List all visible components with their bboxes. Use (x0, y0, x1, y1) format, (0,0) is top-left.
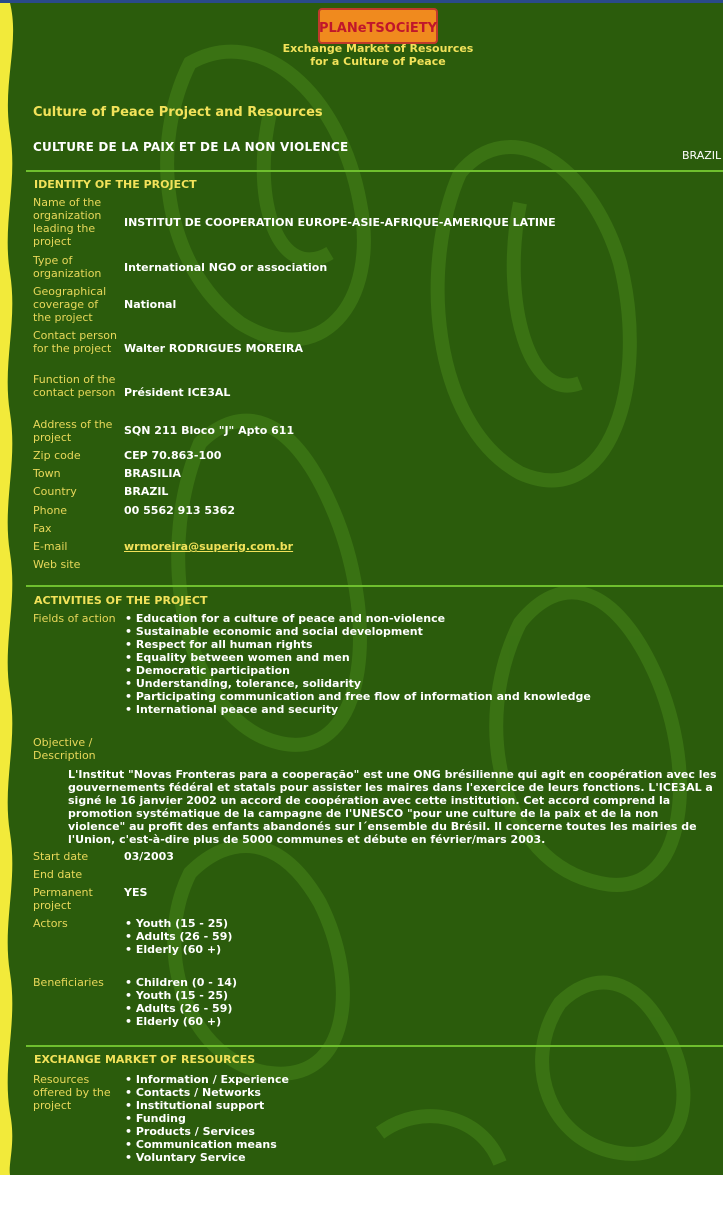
label-contact: Contact person for the project (33, 329, 117, 355)
list-item: • Contacts / Networks (125, 1086, 289, 1099)
list-item: • Youth (15 - 25) (125, 917, 232, 930)
list-item: • Adults (26 - 59) (125, 1002, 237, 1015)
divider (26, 585, 723, 587)
value-town: BRASILIA (124, 467, 181, 480)
tagline-line2: for a Culture of Peace (310, 55, 446, 68)
activities-heading: ACTIVITIES OF THE PROJECT (34, 594, 208, 607)
list-item: • Elderly (60 +) (125, 1015, 237, 1028)
list-item: • Understanding, tolerance, solidarity (125, 677, 591, 690)
list-item: • Voluntary Service (125, 1151, 289, 1164)
logo-text: PLANeTSOCiETY (318, 21, 438, 36)
divider (26, 170, 723, 172)
label-town: Town (33, 467, 61, 480)
label-permanent: Permanent project (33, 886, 93, 912)
identity-heading: IDENTITY OF THE PROJECT (34, 178, 197, 191)
label-country: Country (33, 485, 77, 498)
value-permanent: YES (124, 886, 148, 899)
fields-of-action-list (125, 612, 591, 716)
divider (26, 1045, 723, 1047)
label-resources: Resources offered by the project (33, 1073, 111, 1112)
label-address: Address of the project (33, 418, 113, 444)
list-item: • Elderly (60 +) (125, 943, 232, 956)
list-item: • Communication means (125, 1138, 289, 1151)
objective-description: L'Institut "Novas Fronteras para a cooperação" est une ONG brésilienne qui agit en coopération avec les gouvernements fédéral et statals pour assister les maires dans l'exercice de leurs fonctions. L'ICE3AL a signé le 16 janvier 2002 un accord de coopération avec cette institution. Cet accord comprend la promotion systématique de la campagne de l'UNESCO "pour une culture de la paix et de la non violence" au profit des enfants abandonés sur l´ensemble du Brésil. Il concerne toutes les mairies de l'Union, c'est-à-dire plus de 5000 communes et débute en février/mars 2003. (68, 768, 717, 846)
value-email (124, 540, 293, 553)
list-item: • Equality between women and men (125, 651, 591, 664)
value-country: BRAZIL (124, 485, 169, 498)
value-coverage: National (124, 298, 177, 311)
list-item: • Adults (26 - 59) (125, 930, 232, 943)
label-website: Web site (33, 558, 81, 571)
value-organization: INSTITUT DE COOPERATION EUROPE-ASIE-AFRIQUE-AMERIQUE LATINE (124, 216, 556, 229)
beneficiaries-list (125, 976, 237, 1028)
list-item: • Funding (125, 1112, 289, 1125)
list-item: • Children (0 - 14) (125, 976, 237, 989)
label-email: E-mail (33, 540, 68, 553)
country-tag: BRAZIL (682, 149, 722, 162)
label-objective: Objective / Description (33, 736, 96, 762)
value-contact: Walter RODRIGUES MOREIRA (124, 342, 304, 355)
wavy-left-border (0, 3, 20, 1175)
actors-list (125, 917, 232, 956)
label-phone: Phone (33, 504, 68, 517)
resources-list (125, 1073, 289, 1164)
label-beneficiaries: Beneficiaries (33, 976, 104, 989)
exchange-heading: EXCHANGE MARKET OF RESOURCES (34, 1053, 256, 1066)
label-type: Type of organization (33, 254, 102, 280)
list-item: • Respect for all human rights (125, 638, 591, 651)
list-item: • Products / Services (125, 1125, 289, 1138)
list-item: • Democratic participation (125, 664, 591, 677)
value-address: SQN 211 Bloco "J" Apto 611 (124, 424, 295, 437)
label-function: Function of the contact person (33, 373, 116, 399)
list-item: • International peace and security (125, 703, 591, 716)
list-item: • Youth (15 - 25) (125, 989, 237, 1002)
label-coverage: Geographical coverage of the project (33, 285, 107, 324)
label-start-date: Start date (33, 850, 89, 863)
project-title: CULTURE DE LA PAIX ET DE LA NON VIOLENCE (33, 140, 349, 154)
value-phone: 00 5562 913 5362 (124, 504, 235, 517)
value-zip: CEP 70.863-100 (124, 449, 222, 462)
email-link[interactable]: wrmoreira@superig.com.br (124, 540, 294, 553)
planet-society-logo[interactable] (318, 8, 438, 44)
value-type: International NGO or association (124, 261, 328, 274)
list-item: • Information / Experience (125, 1073, 289, 1086)
value-function: Président ICE3AL (124, 386, 231, 399)
label-organization: Name of the organization leading the project (33, 196, 102, 248)
list-item: • Institutional support (125, 1099, 289, 1112)
label-fields-of-action: Fields of action (33, 612, 116, 625)
list-item: • Education for a culture of peace and non-violence (125, 612, 591, 625)
list-item: • Sustainable economic and social development (125, 625, 591, 638)
label-zip: Zip code (33, 449, 81, 462)
list-item: • Participating communication and free flow of information and knowledge (125, 690, 591, 703)
tagline-line1: Exchange Market of Resources (282, 42, 474, 55)
label-end-date: End date (33, 868, 83, 881)
label-fax: Fax (33, 522, 52, 535)
section-title: Culture of Peace Project and Resources (33, 105, 323, 120)
page-panel (0, 3, 723, 1175)
value-start-date: 03/2003 (124, 850, 174, 863)
label-actors: Actors (33, 917, 68, 930)
